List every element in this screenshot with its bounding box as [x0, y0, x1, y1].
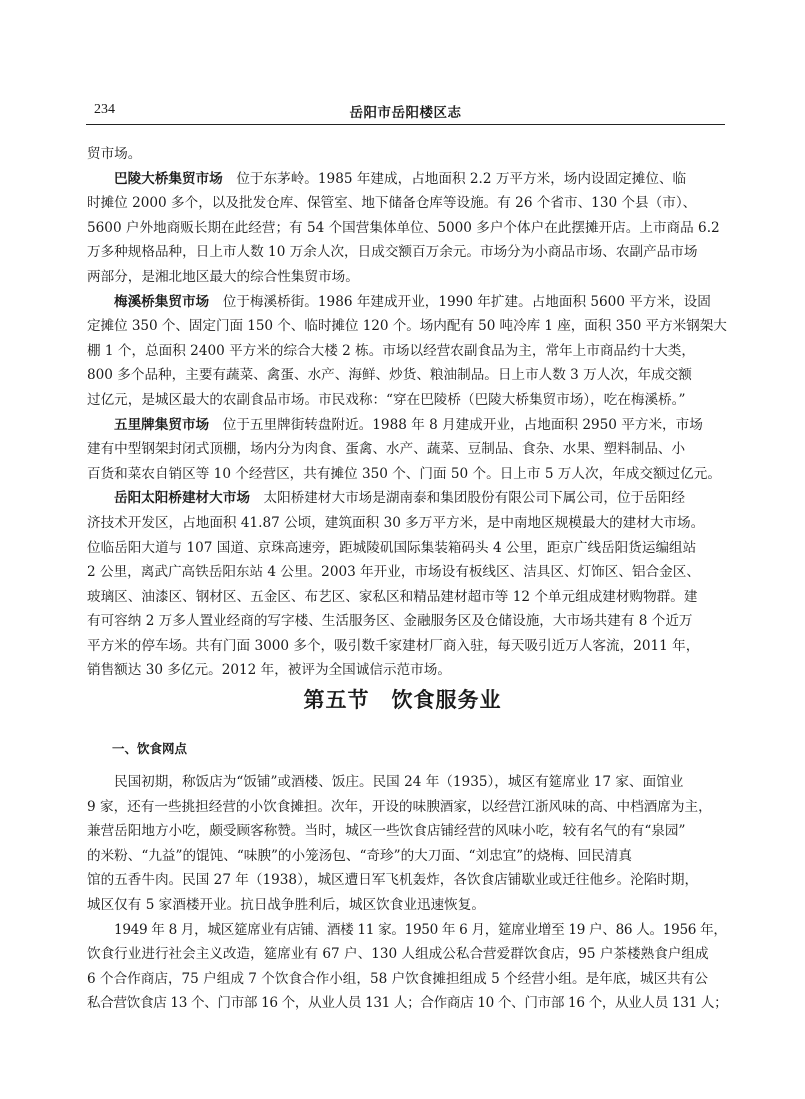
text-line: 位临岳阳大道与 107 国道、京珠高速旁，距城陵矶国际集装箱码头 4 公里，距京广线岳阳货运编组站	[87, 539, 697, 556]
text-line: 民国初期，称饭店为“饭铺”或酒楼、饭庄。民国 24 年（1935），城区有筵席业 17 家、面馆业	[114, 774, 684, 790]
catering-section-text	[87, 770, 727, 1016]
text-line: 位于五里牌街转盘附近。1988 年 8 月建成开业，占地面积 2950 平方米，市场	[222, 416, 703, 433]
text-line: 玻璃区、油漆区、钢材区、五金区、布艺区、家私区和精品建材超市等 12 个单元组成建材购物群。建	[87, 588, 698, 605]
text-line: 平方米的停车场。共有门面 3000 多个，吸引数千家建材厂商入驻，每天吸引近万人客流，2011 年，	[87, 637, 700, 654]
paragraph-baling-bridge-market	[87, 167, 727, 192]
running-title: 岳阳市岳阳楼区志	[349, 105, 462, 121]
paragraph-wulipai-market	[87, 413, 727, 438]
text-line: 位于梅溪桥街。1986 年建成开业，1990 年扩建。占地面积 5600 平方米，设固	[222, 293, 711, 310]
text-line: 1949 年 8 月，城区筵席业有店铺、酒楼 11 家。1950 年 6 月，筵席业增至 19 户、86 人。1956 年，	[114, 921, 727, 938]
run-in-heading: 五里牌集贸市场	[114, 416, 210, 433]
run-in-heading: 巴陵大桥集贸市场	[114, 170, 223, 187]
run-in-heading: 梅溪桥集贸市场	[114, 293, 210, 310]
text-line: 万多种规格品种，日上市人数 10 万余人次，日成交额百万余元。市场分为小商品市场、农副产品市场	[87, 244, 698, 261]
text-line: 馆的五香牛肉。民国 27 年（1938），城区遭日军飞机轰炸，各饮食店铺歇业或迁往他乡。沦陷时期，	[87, 872, 699, 889]
text-line: 销售额达 30 多亿元。2012 年，被评为全国诚信示范市场。	[87, 662, 451, 679]
paragraph-taiyang-bridge-building-materials-market	[87, 486, 727, 511]
text-line: 位于东茅岭。1985 年建成，占地面积 2.2 万平方米，场内设固定摊位、临	[236, 170, 687, 187]
text-line: 济技术开发区，占地面积 41.87 公顷，建筑面积 30 多万平方米，是中南地区规模最大的建材大市场。	[87, 514, 705, 531]
text-line: 6 个合作商店，75 户组成 7 个饮食合作小组，58 户饮食摊担组成 5 个经营小组。是年底，城区共有公	[87, 970, 708, 987]
text-line: 饮食行业进行社会主义改造，筵席业有 67 户、130 人组成公私合营爱群饮食店，95 户茶楼熟食户组成	[87, 946, 709, 963]
text-line: 2 公里，离武广高铁岳阳东站 4 公里。2003 年开业，市场设有板线区、洁具区、灯饰区、铝合金区、	[87, 564, 700, 581]
market-section-text	[87, 142, 727, 683]
text-line: 太阳桥建材大市场是湖南泰和集团股份有限公司下属公司，位于岳阳经	[263, 490, 685, 507]
text-line: 贸市场。	[87, 146, 142, 162]
text-line: 9 家，还有一些挑担经营的小饮食摊担。次年，开设的味腴酒家，以经营江浙风味的高、中档酒席为主，	[87, 798, 712, 815]
text-line: 的米粉、“九益”的馄饨、“味腴”的小笼汤包、“奇珍”的大刀面、“刘忠宜”的烧梅、回民清真	[87, 847, 632, 864]
text-line: 棚 1 个，总面积 2400 平方米的综合大楼 2 栋。市场以经营农副食品为主，常年上市商品约十大类，	[87, 342, 695, 359]
text-line: 时摊位 2000 多个，以及批发仓库、保管室、地下储备仓库等设施。有 26 个省市、130 个县（市）、	[87, 195, 697, 212]
text-line: 两部分，是湘北地区最大的综合性集贸市场。	[87, 268, 359, 285]
run-in-heading: 岳阳太阳桥建材大市场	[114, 490, 250, 507]
text-line: 兼营岳阳地方小吃，颇受顾客称赞。当时，城区一些饮食店铺经营的风味小吃，较有名气的有“泉园”	[87, 823, 686, 840]
page-number: 234	[94, 102, 115, 117]
text-line: 800 多个品种，主要有蔬菜、禽蛋、水产、海鲜、炒货、粮油制品。日上市人数 3 万人次，年成交额	[87, 367, 692, 384]
text-line: 建有中型钢架封闭式顶棚，场内分为肉食、蛋禽、水产、蔬菜、豆制品、食杂、水果、塑料制品、小	[87, 441, 686, 458]
subsection-title: 一、饮食网点	[112, 741, 188, 756]
text-line: 私合营饮食店 13 个、门市部 16 个，从业人员 131 人；合作商店 10 个、门市部 16 个，从业人员 131 人；	[87, 995, 728, 1012]
text-line: 过亿元，是城区最大的农副食品市场。市民戏称：“穿在巴陵桥（巴陵大桥集贸市场），吃在梅溪桥。”	[87, 391, 686, 408]
text-line: 有可容纳 2 万多人置业经商的写字楼、生活服务区、金融服务区及仓储设施，大市场共建有 8 个近万	[87, 613, 693, 630]
text-line: 5600 户外地商贩长期在此经营；有 54 个国营集体单位、5000 多户个体户在此摆摊开店。上市商品 6.2	[87, 219, 720, 236]
text-line: 定摊位 350 个、固定门面 150 个、临时摊位 120 个。场内配有 50 吨冷库 1 座，面积 350 平方米钢架大	[87, 318, 727, 335]
text-line: 百货和菜农自销区等 10 个经营区，共有摊位 350 个、门面 50 个。日上市 5 万人次，年成交额过亿元。	[87, 465, 721, 482]
page-header	[86, 98, 725, 125]
section-title: 第五节 饮食服务业	[303, 688, 502, 712]
paragraph-meixi-bridge-market	[87, 290, 727, 315]
text-line: 城区仅有 5 家酒楼开业。抗日战争胜利后，城区饮食业迅速恢复。	[87, 896, 485, 913]
